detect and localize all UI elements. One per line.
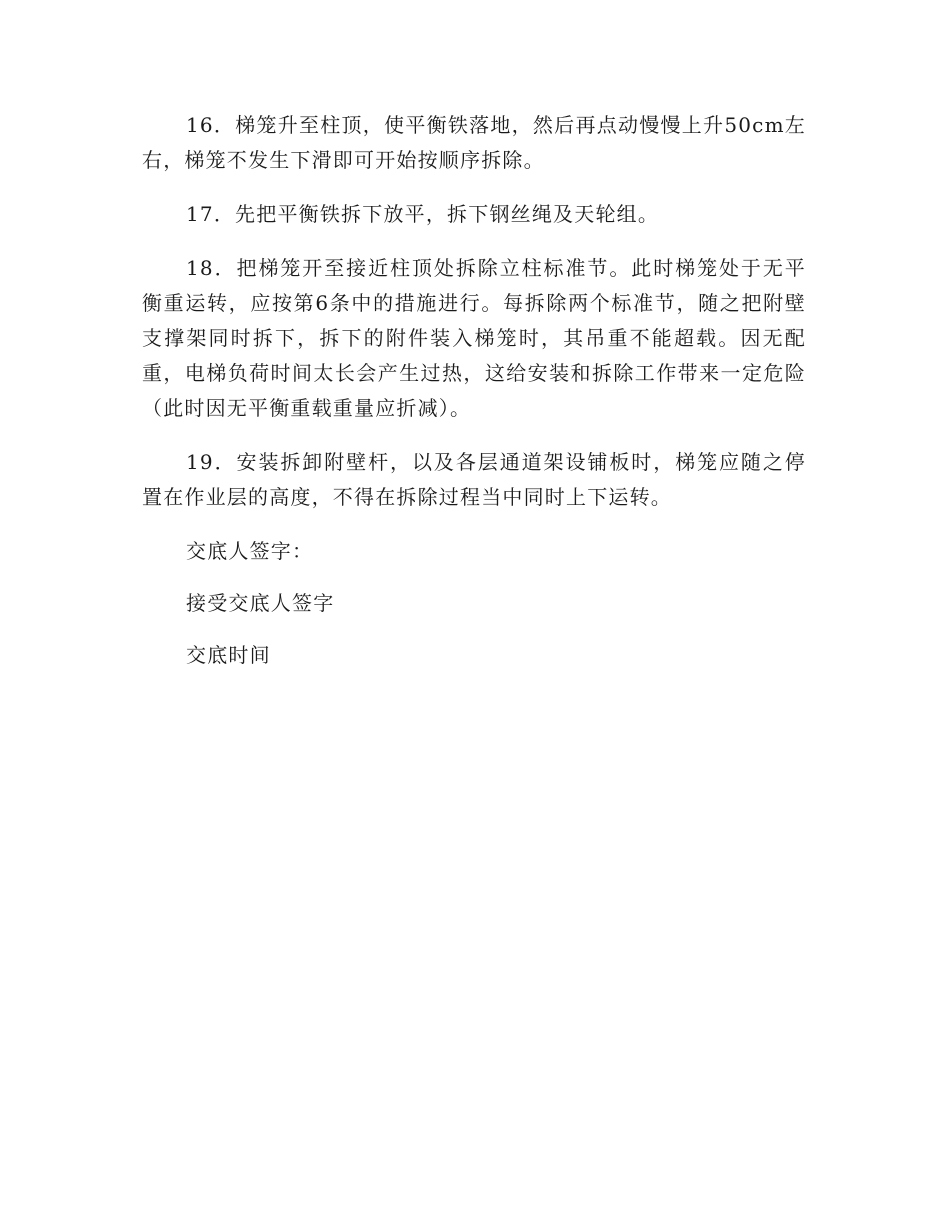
paragraph-17: 17．先把平衡铁拆下放平，拆下钢丝绳及天轮组。: [186, 202, 660, 226]
document-body: [142, 108, 806, 690]
paragraph-16: 16．梯笼升至柱顶，使平衡铁落地，然后再点动慢慢上升50cm左右，梯笼不发生下滑即可开始按顺序拆除。: [142, 113, 806, 172]
receiver-signature-label: 接受交底人签字: [186, 591, 335, 615]
disclosure-date-label: 交底时间: [186, 643, 271, 667]
paragraph-18: 18．把梯笼开至接近柱顶处拆除立柱标准节。此时梯笼处于无平衡重运转，应按第6条中的措施进行。每拆除两个标准节，随之把附壁支撑架同时拆下，拆下的附件装入梯笼时，其吊重不能超载。因无配重，电梯负荷时间太长会产生过热，这给安装和拆除工作带来一定危险（此时因无平衡重载重量应折减）。: [142, 256, 806, 420]
paragraph-19: 19．安装拆卸附壁杆，以及各层通道架设铺板时，梯笼应随之停置在作业层的高度，不得在拆除过程当中同时上下运转。: [142, 450, 806, 509]
discloser-signature-label: 交底人签字：: [186, 539, 314, 563]
